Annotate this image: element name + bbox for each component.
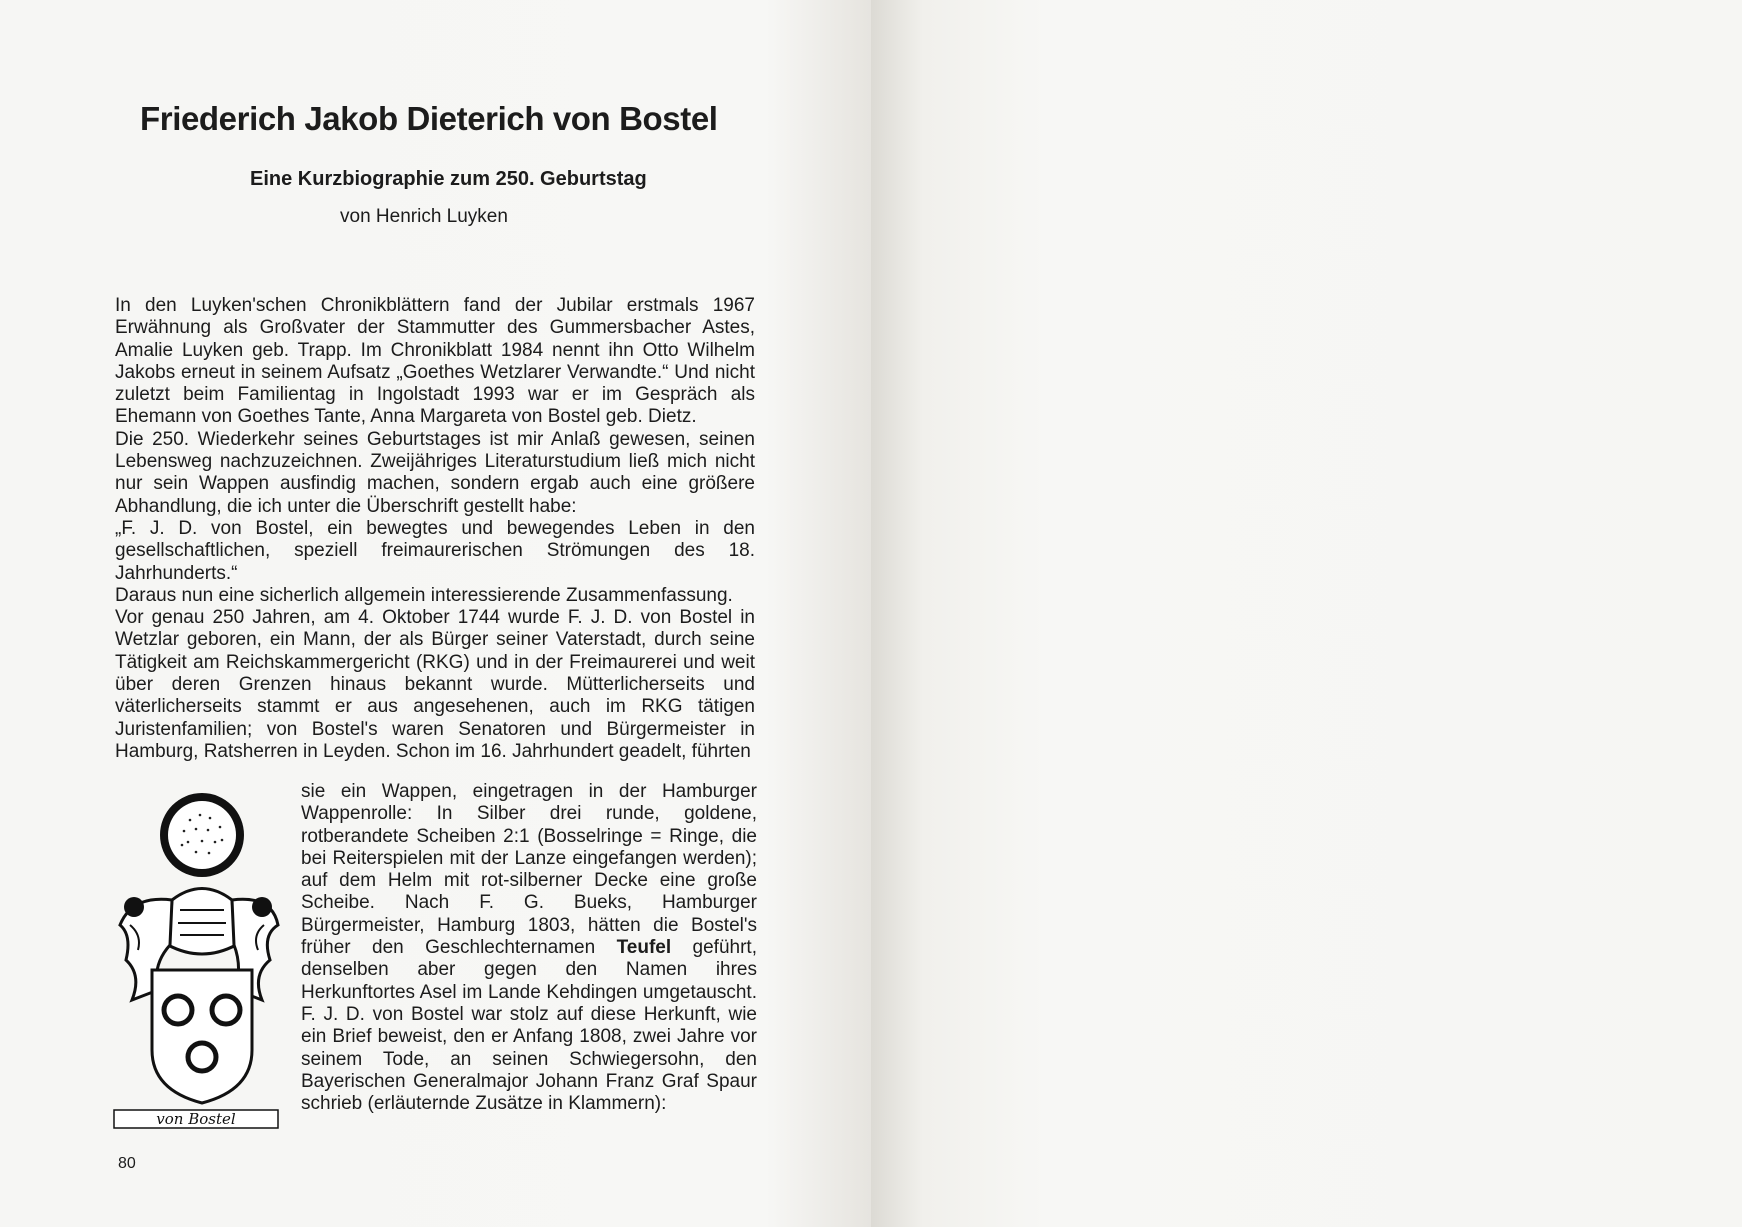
emphasized-name: Teufel — [616, 937, 672, 959]
paragraph: „F. J. D. von Bostel, ein bewegtes und bewegendes Leben in den gesellschaftlichen, speziell freimaurerischen Strömungen des 18. Jahrhunderts.“ — [115, 517, 755, 584]
paragraph: Die 250. Wiederkehr seines Geburtstages ist mir Anlaß gewesen, seinen Lebensweg nachzuzeichnen. Zweijähriges Literaturstudium ließ mich nicht nur sein Wappen ausfindig machen, sondern ergab auch eine größere Abhandlung, die ich unter die Überschrift gestellt habe: — [115, 428, 755, 517]
wrap-text-part: sie ein Wappen, eingetragen in der Hamburger Wappenrolle: In Silber drei runde, goldene, rotberandete Scheiben 2:1 (Bosselringe = Ringe, die bei Reiterspielen mit der Lanze eingefangen werden); auf dem Helm mit rot-silberner Decke eine große Scheibe. Nach F. G. Bueks, Hamburger Bürgermeister, Hamburg 1803, hätten die Bostel's früher den Geschlechternamen — [301, 781, 757, 959]
left-body-text — [115, 295, 755, 763]
article-subtitle: Eine Kurzbiographie zum 250. Geburtstag — [250, 168, 647, 190]
paragraph — [301, 781, 757, 1115]
wrap-text-part: geführt, denselben aber gegen den Namen ihres Herkunftortes Asel im Lande Kehdingen umgetauscht. F. J. D. von Bostel war stolz auf diese Herkunft, wie ein Brief beweist, den er Anfang 1808, zwei Jahre vor seinem Tode, an seinen Schwiegersohn, den Bayerischen Generalmajor Johann Franz Graf Spaur schrieb (erläuternde Zusätze in Klammern): — [301, 937, 757, 1115]
page-number-left: 80 — [118, 1155, 136, 1172]
article-title: Friederich Jakob Dieterich von Bostel — [140, 100, 718, 137]
paragraph: In den Luyken'schen Chronikblättern fand der Jubilar erstmals 1967 Erwähnung als Großvater der Stammutter des Gummersbacher Astes, Amalie Luyken geb. Trapp. Im Chronikblatt 1984 nennt ihn Otto Wilhelm Jakobs erneut in seinem Aufsatz „Goethes Wetzlarer Verwandte.“ Und nicht zuletzt beim Familientag in Ingolstadt 1993 war er im Gespräch als Ehemann von Goethes Tante, Anna Margareta von Bostel geb. Dietz. — [115, 295, 755, 428]
coat-of-arms-label: von Bostel — [156, 1110, 236, 1128]
wrapped-body-text — [301, 781, 757, 1115]
paragraph: Daraus nun eine sicherlich allgemein interessierende Zusammenfassung. — [115, 584, 733, 606]
author-byline: von Henrich Luyken — [340, 206, 508, 227]
coat-of-arms-image — [112, 785, 280, 1130]
paragraph: Vor genau 250 Jahren, am 4. Oktober 1744 wurde F. J. D. von Bostel in Wetzlar geboren, ein Mann, der als Bürger seiner Vaterstadt, durch seine Tätigkeit am Reichskammergericht (RKG) und in der Freimaurerei und weit über deren Grenzen hinaus bekannt wurde. Mütterlicherseits und väterlicherseits stammt er aus angesehenen, auch im RKG tätigen Juristenfamilien; von Bostel's waren Senatoren und Bürgermeister in Hamburg, Ratsherren in Leyden. Schon im 16. Jahrhundert geadelt, führten — [115, 607, 755, 762]
right-page — [871, 0, 1742, 1227]
